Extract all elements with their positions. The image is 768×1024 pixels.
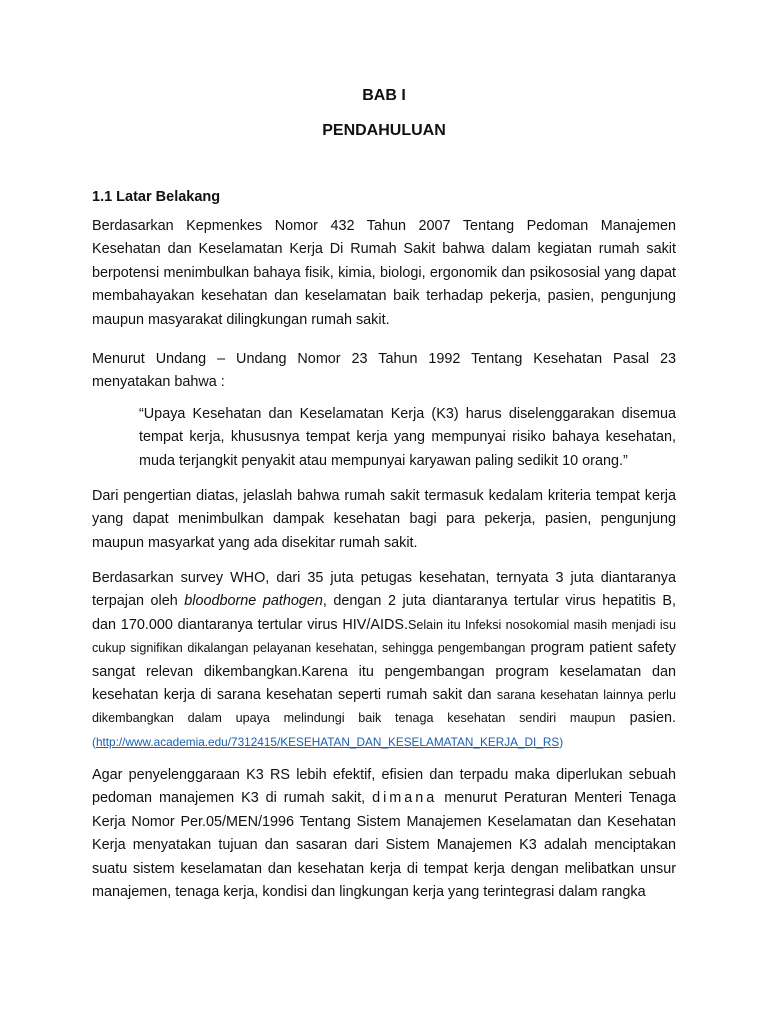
paragraph-undang-undang: Menurut Undang – Undang Nomor 23 Tahun 1992 Tentang Kesehatan Pasal 23 menyatakan bahwa : [92,351,676,391]
k3-text-1: Agar penyelenggaraan K3 RS lebih efektif, efisien dan terpadu maka diperlukan sebuah pedoman manajemen K3 di rumah sakit, [92,767,676,807]
reference-link[interactable] [92,735,563,749]
survey-small-text-2: sarana kesehatan lainnya perlu dikembangkan dalam upaya melindungi baik tenaga kesehatan sendiri maupun [92,688,676,726]
quote-pasal-23: “Upaya Kesehatan dan Keselamatan Kerja (K3) harus diselenggarakan disemua tempat kerja, khususnya tempat kerja yang mempunyai risiko bahaya kesehatan, muda terjangkit penyakit atau mempunyai karyawan paling sedikit 10 orang.” [139,406,676,469]
reference-link-url[interactable]: http://www.academia.edu/7312415/KESEHATAN_DAN_KESELAMATAN_KERJA_DI_RS [95,734,560,749]
paragraph-kepmenkes: Berdasarkan Kepmenkes Nomor 432 Tahun 2007 Tentang Pedoman Manajemen Kesehatan dan Keselamatan Kerja Di Rumah Sakit bahwa dalam kegiatan rumah sakit berpotensi menimbulkan bahaya fisik, kimia, biologi, ergonomik dan psikososial yang dapat membahayakan kesehatan dan keselamatan baik terhadap pekerja, pasien, pengunjung maupun masyarakat dilingkungan rumah sakit. [92,218,676,328]
paragraph-survey-who [92,567,676,754]
survey-text-3: program patient safety sangat relevan dikembangkan.Karena itu pengembangan program keselamatan dan kesehatan kerja di sarana kesehatan seperti rumah sakit dan [92,640,676,704]
survey-text-4: pasien. [615,710,676,727]
survey-small-text-1: Selain itu Infeksi nosokomial masih menjadi isu cukup signifikan dikalangan pelayanan kesehatan, sehingga pengembangan [92,617,676,656]
chapter-title: PENDAHULUAN [322,122,446,139]
bloodborne-term: bloodborne pathogen [184,593,323,610]
k3-spaced-word: dimana [372,790,438,807]
chapter-number: BAB I [362,87,406,104]
survey-text-1: Berdasarkan survey WHO, dari 35 juta petugas kesehatan, ternyata 3 juta diantaranya terpajan oleh [92,570,676,610]
paragraph-pengertian: Dari pengertian diatas, jelaslah bahwa rumah sakit termasuk kedalam kriteria tempat kerja yang dapat menimbulkan dampak kesehatan bagi para pekerja, pasien, pengunjung maupun masyarkat yang ada disekitar rumah sakit. [92,488,676,551]
link-close-paren: ) [559,734,564,749]
k3-text-2: menurut Peraturan Menteri Tenaga Kerja Nomor Per.05/MEN/1996 Tentang Sistem Manajemen Keselamatan dan Kesehatan Kerja menyatakan tujuan dan sasaran dari Sistem Manajemen K3 adalah menciptakan suatu sistem keselamatan dan kesehatan kerja di tempat kerja dengan melibatkan unsur manajemen, tenaga kerja, kondisi dan lingkungan kerja yang terintegrasi dalam rangka [92,790,676,901]
section-heading: 1.1 Latar Belakang [92,189,221,205]
paragraph-penyelenggaraan-k3 [92,764,676,904]
survey-text-2: , dengan 2 juta diantaranya tertular virus hepatitis B, dan 170.000 diantaranya tertular virus HIV/AIDS. [92,593,676,633]
link-open-paren: ( [92,734,96,749]
